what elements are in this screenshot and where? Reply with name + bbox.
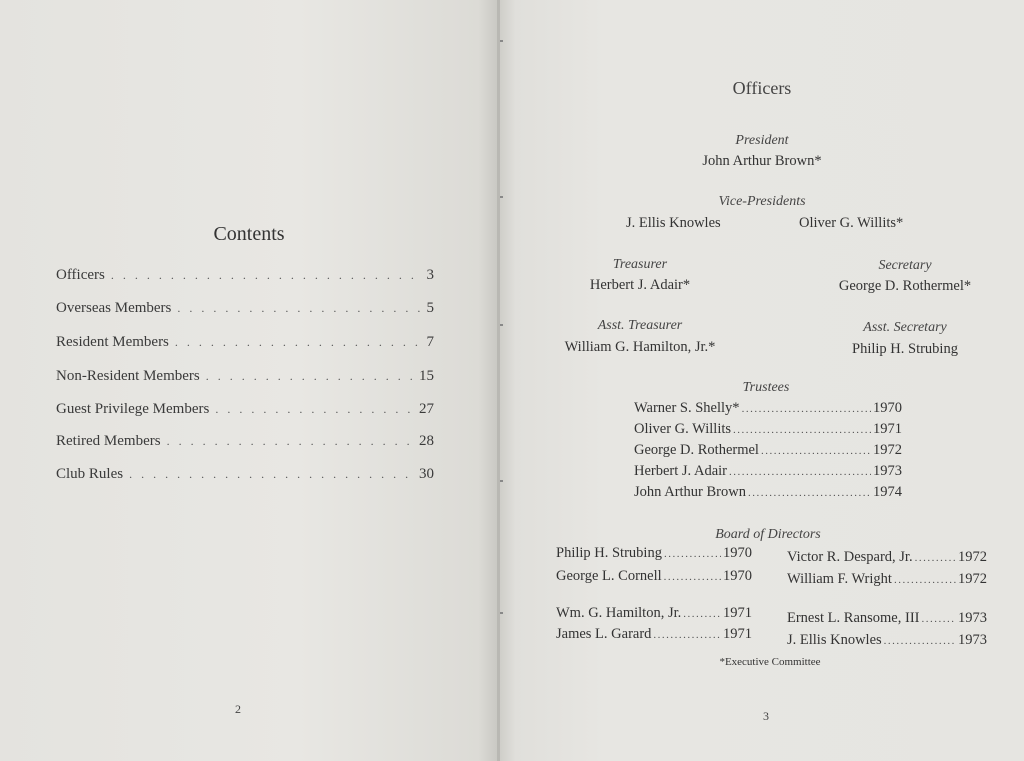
director-name: Victor R. Despard, Jr. (787, 549, 913, 565)
trustee-row (634, 421, 902, 438)
leader-dots (729, 466, 871, 478)
binding-mark (500, 324, 503, 326)
director-year: 1970 (723, 545, 752, 561)
toc-label: Officers (56, 267, 105, 283)
director-row (787, 632, 987, 649)
director-name: Philip H. Strubing (556, 545, 662, 561)
binding-mark (500, 612, 503, 614)
toc-item[interactable] (56, 300, 434, 320)
toc-label: Resident Members (56, 334, 169, 350)
asst-treasurer-role: Asst. Treasurer (597, 318, 683, 333)
asst-secretary-name: Philip H. Strubing (852, 341, 958, 357)
director-row (556, 545, 752, 562)
director-row (787, 549, 987, 566)
director-name: George L. Cornell (556, 568, 662, 584)
toc-label: Guest Privilege Members (56, 401, 210, 417)
treasurer-role: Treasurer (612, 257, 668, 272)
toc-leader (177, 301, 420, 316)
secretary-role: Secretary (878, 258, 932, 273)
president-name: John Arthur Brown* (702, 153, 822, 169)
director-row (556, 568, 752, 585)
trustee-row (634, 463, 902, 480)
toc-item[interactable] (56, 401, 434, 421)
secretary-name: George D. Rothermel* (838, 278, 972, 294)
trustee-row (634, 484, 902, 501)
director-name: Wm. G. Hamilton, Jr. (556, 605, 682, 621)
contents-page (0, 0, 498, 761)
toc-leader (111, 268, 421, 283)
toc-page-number: 5 (426, 300, 434, 316)
director-year: 1973 (958, 632, 987, 648)
trustee-name: Warner S. Shelly* (634, 400, 740, 416)
trustees-role: Trustees (742, 380, 790, 395)
toc-label: Non-Resident Members (56, 368, 200, 384)
toc-item[interactable] (56, 368, 434, 388)
footnote: *Executive Committee (719, 656, 821, 668)
toc-leader (129, 467, 413, 482)
page-number: 2 (235, 702, 241, 716)
vice-president-name: J. Ellis Knowles (626, 215, 721, 231)
toc-label: Overseas Members (56, 300, 172, 316)
leader-dots (894, 574, 956, 586)
leader-dots (915, 552, 956, 564)
officers-title: Officers (732, 78, 792, 98)
toc-page-number: 28 (419, 433, 434, 449)
trustee-name: George D. Rothermel (634, 442, 759, 458)
trustee-year: 1974 (873, 484, 902, 500)
trustee-name: Oliver G. Willits (634, 421, 732, 437)
director-year: 1971 (723, 626, 752, 642)
director-name: J. Ellis Knowles (787, 632, 882, 648)
director-row (787, 571, 987, 588)
asst-treasurer-name: William G. Hamilton, Jr.* (564, 339, 716, 355)
leader-dots (664, 571, 721, 583)
leader-dots (733, 424, 871, 436)
toc-leader (167, 434, 413, 449)
leader-dots (748, 487, 871, 499)
leader-dots (884, 635, 956, 647)
toc-page-number: 15 (419, 368, 434, 384)
trustee-year: 1973 (873, 463, 902, 479)
toc-page-number: 27 (419, 401, 434, 417)
leader-dots (664, 548, 721, 560)
contents-title: Contents (213, 223, 285, 245)
vice-president-name: Oliver G. Willits* (799, 215, 904, 231)
toc-page-number: 3 (426, 267, 434, 283)
toc-leader (206, 369, 413, 384)
toc-page-number: 7 (426, 334, 434, 350)
toc-leader (175, 335, 421, 350)
director-row (556, 626, 752, 643)
leader-dots (653, 629, 721, 641)
trustee-row (634, 442, 902, 459)
vice-presidents-role: Vice-Presidents (718, 194, 806, 209)
treasurer-name: Herbert J. Adair* (589, 277, 691, 293)
trustee-year: 1970 (873, 400, 902, 416)
director-year: 1970 (723, 568, 752, 584)
toc-item[interactable] (56, 267, 434, 287)
director-row (787, 610, 987, 627)
binding-mark (500, 480, 503, 482)
binding-mark (500, 40, 503, 42)
director-row (556, 605, 752, 622)
toc-item[interactable] (56, 334, 434, 354)
leader-dots (761, 445, 871, 457)
president-role: President (735, 133, 789, 148)
trustee-year: 1971 (873, 421, 902, 437)
director-name: William F. Wright (787, 571, 892, 587)
toc-page-number: 30 (419, 466, 434, 482)
director-year: 1972 (958, 571, 987, 587)
toc-leader (215, 402, 413, 417)
toc-item[interactable] (56, 433, 434, 453)
toc-label: Club Rules (56, 466, 124, 482)
officers-page (500, 0, 1024, 761)
toc-label: Retired Members (56, 433, 161, 449)
page-number: 3 (763, 709, 769, 723)
asst-secretary-role: Asst. Secretary (863, 320, 947, 335)
trustee-name: John Arthur Brown (634, 484, 746, 500)
director-name: Ernest L. Ransome, III (787, 610, 920, 626)
toc-item[interactable] (56, 466, 434, 486)
trustee-name: Herbert J. Adair (634, 463, 728, 479)
directors-role: Board of Directors (715, 527, 821, 542)
trustee-row (634, 400, 902, 417)
leader-dots (742, 403, 871, 415)
leader-dots (921, 613, 956, 625)
director-year: 1971 (723, 605, 752, 621)
director-name: James L. Garard (556, 626, 652, 642)
director-year: 1973 (958, 610, 987, 626)
trustee-year: 1972 (873, 442, 902, 458)
leader-dots (683, 608, 721, 620)
director-year: 1972 (958, 549, 987, 565)
